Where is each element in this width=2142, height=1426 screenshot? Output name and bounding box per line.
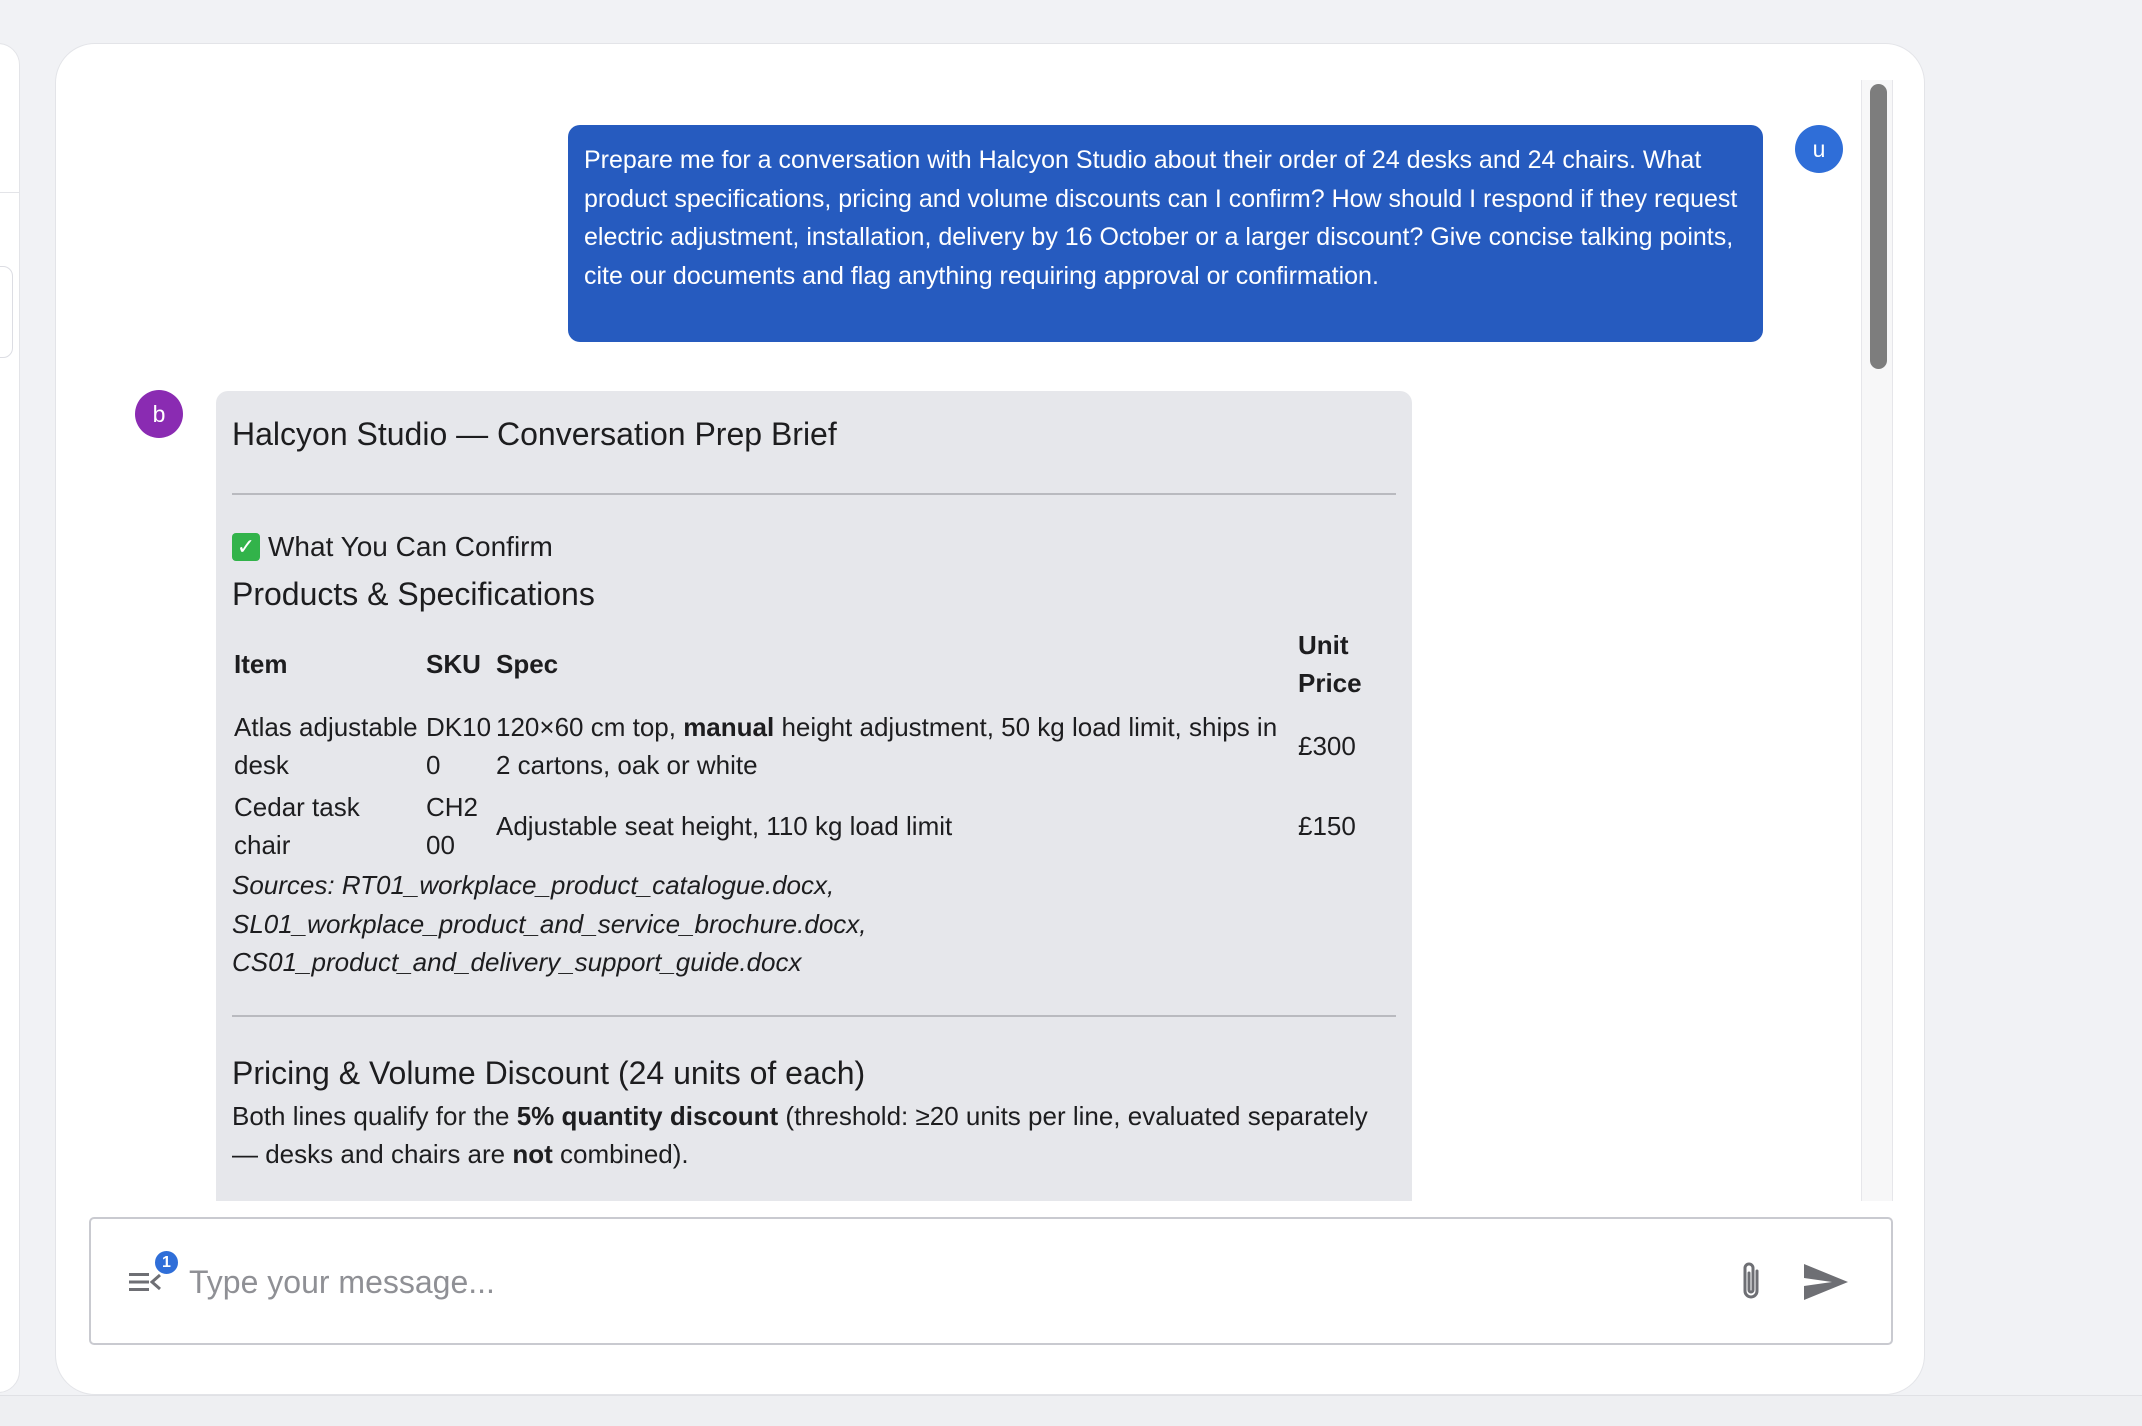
cell-sku: CH200	[426, 792, 479, 860]
message-input[interactable]	[187, 1247, 1747, 1317]
pricing-paragraph	[232, 1097, 1396, 1174]
left-panel-card[interactable]	[0, 266, 13, 358]
table-row	[232, 786, 1396, 866]
cell-item: Cedar task chair	[234, 792, 360, 860]
pricing-text: Both lines qualify for the	[232, 1100, 517, 1131]
pricing-text: combined).	[552, 1139, 689, 1169]
header-spec: Spec	[496, 649, 559, 679]
confirm-heading	[232, 529, 1396, 565]
bottom-status-strip	[0, 1395, 2142, 1426]
header-sku: SKU	[426, 649, 481, 679]
left-panel-edge	[0, 43, 20, 1393]
pricing-bold-text: 5% quantity discount	[516, 1100, 779, 1131]
bot-avatar-letter: b	[152, 400, 166, 427]
cell-spec: Adjustable seat height, 110 kg load limit	[496, 811, 953, 841]
spec-text: height adjustment, 50 kg load limit, ships in 2 cartons, oak or white	[496, 712, 1278, 780]
cell-spec	[494, 706, 1296, 786]
paperclip-icon[interactable]	[1731, 1259, 1771, 1305]
section-divider	[232, 1015, 1396, 1017]
pricing-text: (threshold: ≥20 units per line, evaluated separately — desks and chairs are	[232, 1100, 1368, 1169]
user-avatar-letter: u	[1812, 135, 1826, 162]
header-price: Unit Price	[1298, 630, 1362, 698]
pricing-bold-text: not	[512, 1139, 553, 1169]
pricing-heading: Pricing & Volume Discount (24 units of each)	[232, 1054, 866, 1091]
user-avatar	[1795, 125, 1843, 173]
header-item: Item	[234, 649, 288, 679]
table-header-row	[232, 622, 1396, 706]
spec-text: 120×60 cm top,	[496, 712, 684, 742]
message-list[interactable]	[56, 44, 1886, 1201]
user-message-bubble	[568, 125, 1763, 342]
cell-item: Atlas adjustable desk	[234, 712, 418, 780]
cell-price: £150	[1298, 811, 1356, 841]
message-composer	[89, 1217, 1893, 1345]
bot-message-bubble	[216, 391, 1412, 1201]
notification-badge: 1	[153, 1249, 180, 1276]
spec-bold-text: manual	[683, 712, 775, 742]
sources-citation: Sources: RT01_workplace_product_catalogue.docx, SL01_workplace_product_and_service_brochure.docx, CS01_product_and_delivery_support_guide.docx	[232, 870, 867, 977]
user-message-text: Prepare me for a conversation with Halcyon Studio about their order of 24 desks and 24 chairs. What product specifications, pricing and volume discounts can I confirm? How should I respond if they request electric adjustment, installation, delivery by 16 October or a larger discount? Give concise talking points, cite our documents and flag anything requiring approval or confirmation.	[584, 146, 1738, 290]
bot-avatar	[135, 390, 183, 438]
products-heading: Products & Specifications	[232, 576, 595, 612]
table-row	[232, 706, 1396, 786]
brief-title: Halcyon Studio — Conversation Prep Brief	[232, 416, 837, 452]
cell-sku: DK100	[426, 712, 492, 780]
scrollbar-thumb[interactable]	[1870, 84, 1887, 369]
confirm-heading-text: What You Can Confirm	[268, 531, 553, 562]
check-box-icon: ✓	[232, 533, 260, 561]
chat-window	[55, 43, 1925, 1395]
product-spec-table	[232, 622, 1396, 866]
section-divider	[232, 493, 1396, 495]
left-panel-divider	[0, 192, 19, 193]
cell-price: £300	[1298, 731, 1356, 761]
send-icon[interactable]	[1801, 1261, 1851, 1303]
scrollbar[interactable]	[1861, 80, 1893, 1201]
